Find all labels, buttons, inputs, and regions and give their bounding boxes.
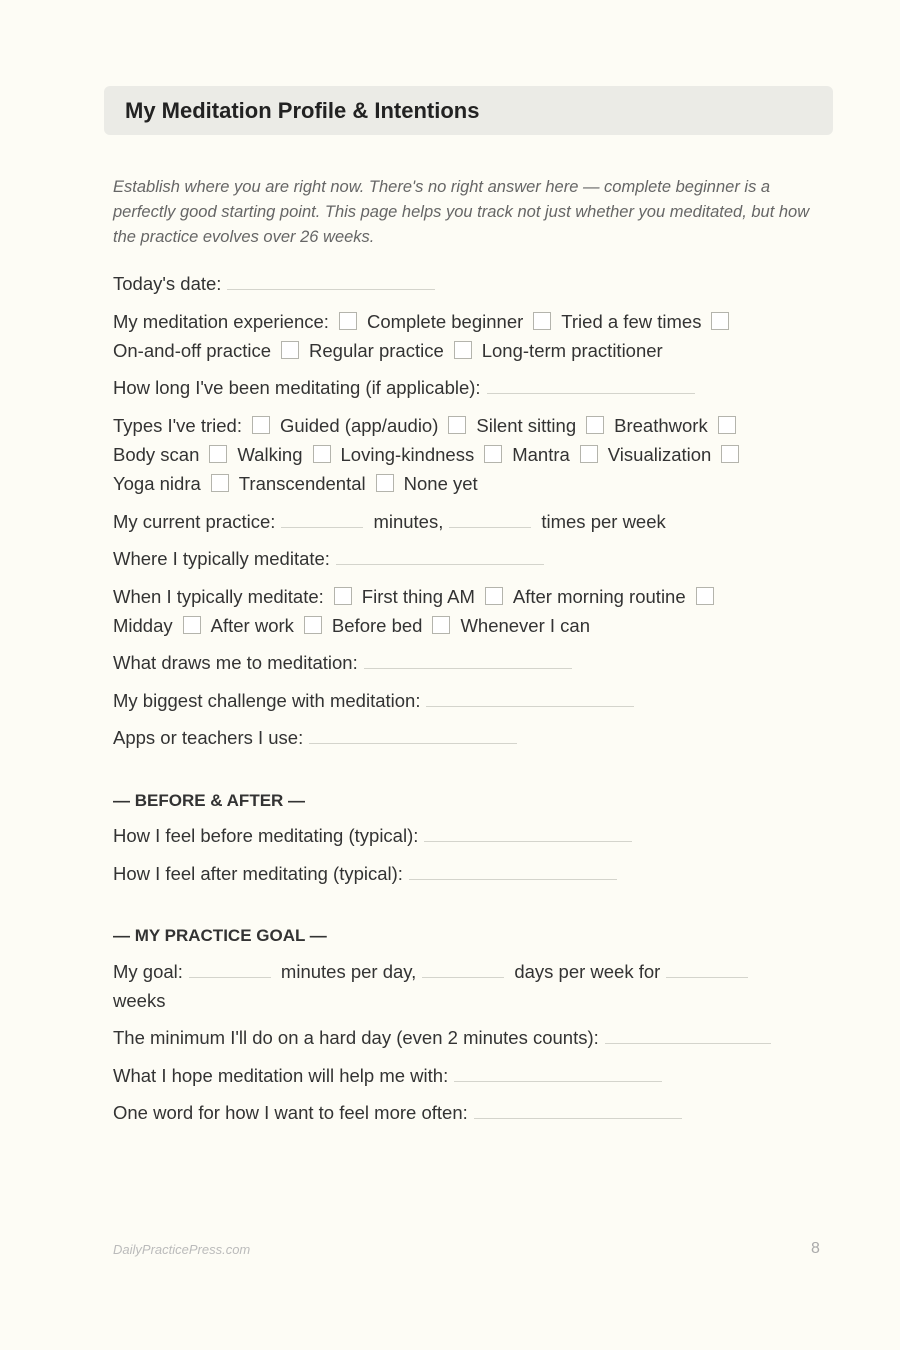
how-long-label: How long I've been meditating (if applicable): (113, 377, 481, 398)
apps-field[interactable] (309, 729, 517, 744)
where-field[interactable] (336, 550, 544, 565)
footer-site: DailyPracticePress.com (113, 1242, 251, 1257)
after-label: How I feel after meditating (typical): (113, 863, 403, 884)
checkbox-regular-practice[interactable] (281, 341, 299, 359)
after-field[interactable] (409, 865, 617, 880)
draws-row (113, 648, 833, 677)
one-word-row (113, 1098, 833, 1127)
checkbox-before-bed[interactable] (304, 616, 322, 634)
current-practice-row (113, 507, 833, 536)
option-label: Complete beginner (366, 311, 524, 332)
how-long-field[interactable] (487, 379, 695, 394)
checkbox-after-work[interactable] (183, 616, 201, 634)
option-label: First thing AM (361, 586, 475, 607)
when-row (113, 582, 833, 640)
how-long-row (113, 373, 833, 402)
current-practice-label: My current practice: (113, 511, 276, 532)
checkbox-body-scan[interactable] (718, 416, 736, 434)
option-label: After work (210, 615, 294, 636)
before-field[interactable] (424, 827, 632, 842)
types-row (113, 411, 833, 498)
minimum-field[interactable] (605, 1029, 771, 1044)
option-label: Body scan (113, 444, 200, 465)
page-title-bar (104, 86, 833, 135)
before-row (113, 821, 833, 850)
per-day-label: minutes per day, (280, 961, 417, 982)
option-label: Visualization (607, 444, 712, 465)
option-label: Loving-kindness (340, 444, 475, 465)
option-label: Breathwork (614, 415, 708, 436)
option-label: Whenever I can (460, 615, 591, 636)
minutes-label: minutes, (373, 511, 444, 532)
checkbox-mantra[interactable] (484, 445, 502, 463)
option-label: Yoga nidra (113, 473, 201, 494)
goal-days-field[interactable] (422, 963, 504, 978)
page-number: 8 (811, 1240, 820, 1257)
experience-label: My meditation experience: (113, 311, 329, 332)
goal-label: My goal: (113, 961, 183, 982)
checkbox-after-morning-routine[interactable] (485, 587, 503, 605)
checkbox-visualization[interactable] (580, 445, 598, 463)
apps-label: Apps or teachers I use: (113, 727, 304, 748)
experience-row (113, 307, 833, 365)
option-label: On-and-off practice (113, 340, 272, 361)
times-field[interactable] (449, 513, 531, 528)
challenge-row (113, 686, 833, 715)
hope-field[interactable] (454, 1067, 662, 1082)
date-field[interactable] (227, 275, 435, 290)
intro-text: Establish where you are right now. There's no right answer here — complete beginner is a perfectly good starting point. This page helps you track not just whether you meditated, but how the practice evolves over 26 weeks. (113, 178, 810, 246)
draws-label: What draws me to meditation: (113, 652, 358, 673)
weeks-label: weeks (113, 990, 166, 1011)
checkbox-transcendental[interactable] (211, 474, 229, 492)
option-label: Midday (113, 615, 173, 636)
checkbox-yoga-nidra[interactable] (721, 445, 739, 463)
minimum-label: The minimum I'll do on a hard day (even 2 minutes counts): (113, 1027, 599, 1048)
option-label: Silent sitting (476, 415, 577, 436)
checkbox-guided[interactable] (252, 416, 270, 434)
checkbox-whenever[interactable] (432, 616, 450, 634)
one-word-field[interactable] (474, 1104, 682, 1119)
option-label: Walking (237, 444, 303, 465)
hope-label: What I hope meditation will help me with: (113, 1065, 449, 1086)
one-word-label: One word for how I want to feel more often: (113, 1102, 468, 1123)
per-week-label: days per week for (514, 961, 661, 982)
where-label: Where I typically meditate: (113, 548, 330, 569)
after-row (113, 859, 833, 888)
option-label: Long-term practitioner (481, 340, 663, 361)
goal-row (113, 957, 833, 1015)
option-label: Transcendental (238, 473, 366, 494)
checkbox-long-term[interactable] (454, 341, 472, 359)
before-label: How I feel before meditating (typical): (113, 825, 419, 846)
minimum-row (113, 1023, 833, 1052)
minutes-field[interactable] (281, 513, 363, 528)
goal-weeks-field[interactable] (666, 963, 748, 978)
option-label: Mantra (512, 444, 570, 465)
before-after-heading: — BEFORE & AFTER — (113, 791, 306, 810)
hope-row (113, 1061, 833, 1090)
times-label: times per week (541, 511, 666, 532)
when-label: When I typically meditate: (113, 586, 324, 607)
where-row (113, 544, 833, 573)
draws-field[interactable] (364, 654, 572, 669)
option-label: Before bed (331, 615, 423, 636)
option-label: After morning routine (512, 586, 686, 607)
types-label: Types I've tried: (113, 415, 242, 436)
option-label: Tried a few times (561, 311, 702, 332)
checkbox-loving-kindness[interactable] (313, 445, 331, 463)
checkbox-walking[interactable] (209, 445, 227, 463)
option-label: Guided (app/audio) (279, 415, 439, 436)
checkbox-first-thing-am[interactable] (334, 587, 352, 605)
checkbox-silent-sitting[interactable] (448, 416, 466, 434)
goal-minutes-field[interactable] (189, 963, 271, 978)
checkbox-breathwork[interactable] (586, 416, 604, 434)
challenge-field[interactable] (426, 692, 634, 707)
checkbox-complete-beginner[interactable] (339, 312, 357, 330)
page-title: My Meditation Profile & Intentions (125, 97, 480, 123)
checkbox-midday[interactable] (696, 587, 714, 605)
checkbox-on-and-off[interactable] (711, 312, 729, 330)
checkbox-tried-few-times[interactable] (533, 312, 551, 330)
option-label: Regular practice (309, 340, 444, 361)
date-row (113, 269, 833, 298)
option-label: None yet (403, 473, 478, 494)
apps-row (113, 723, 833, 752)
goal-heading: — MY PRACTICE GOAL — (113, 926, 327, 945)
checkbox-none-yet[interactable] (376, 474, 394, 492)
date-label: Today's date: (113, 273, 222, 294)
challenge-label: My biggest challenge with meditation: (113, 690, 421, 711)
